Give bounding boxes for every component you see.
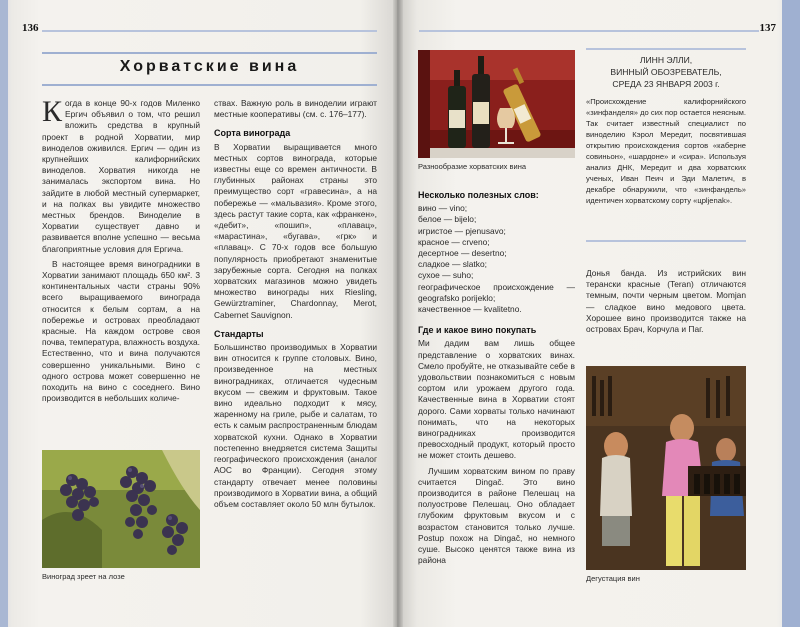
intro-text: огда в конце 90-х годов Миленко Ергич объявил о том, что решил вложить средства в крупный проект в родной Хорватии, мир виноделов оживился. Ергич — один из крупнейших калифорнийских виноделов. Хорватия никогда не занималась экспортом вина. Но зайдите в любой местный супермаркет, и на полках вы увидите множество местных брендов. Виноделие в Хорватии существует давно и развивается вполне успешно — весьма благоприятные условия для Ергича. [42, 98, 200, 254]
quote-box [586, 48, 746, 242]
where-to-buy-heading: Где и какое вино покупать [418, 325, 537, 336]
quote-author-role: ВИННЫЙ ОБОЗРЕВАТЕЛЬ, [610, 67, 722, 77]
word-item: географическое происхождение — geografsko porijeklo; [418, 281, 575, 303]
drop-cap: К [42, 95, 63, 128]
best-wines-paragraph: Лучшим хорватским вином по праву считается Dingač. Это вино производится в районе Пелешац на полуострове Пелешац. Оно обладает глубоким фруктовым вкусом и с возрастом становится только лучше. Postup похож на Dingač, но немного суше. Высоко ценятся также вина из района [418, 465, 575, 566]
left-page-number: 136 [22, 22, 39, 34]
quote-date: СРЕДА 23 ЯНВАРЯ 2003 г. [612, 79, 720, 89]
grapes-image [42, 450, 200, 568]
word-item: качественное — kvalitetno. [418, 304, 522, 315]
standards-heading: Стандарты [214, 328, 264, 339]
right-page-number: 137 [759, 22, 776, 34]
left-column-1 [42, 95, 200, 408]
vineyards-paragraph: В настоящее время виноградники в Хорватии занимают площадь 650 км². 3 континентальных части страны 90% всего выращиваемого винограда относится к белым сортам, а на побережье и островах преобладают красные. На каждом острове своя почва, температура, влажность воздуха. Естественно, что и вина получаются совершенно уникальными. Вино с одного острова может совершенно не походить на вино с соседнего. Вино производится в небольших количе- [42, 258, 200, 404]
word-item: белое — bijelo; [418, 214, 477, 225]
wine-tasting-image [586, 366, 746, 570]
wine-bottles-image [418, 50, 575, 158]
grape-varieties-heading: Сорта винограда [214, 128, 291, 139]
continuation-paragraph: ствах. Важную роль в виноделии играют местные кооперативы (см. с. 176–177). [214, 98, 377, 120]
wine-tasting-photo [586, 366, 746, 570]
where-to-buy-paragraph: Ми дадим вам лишь общее представление о хорватских винах. Смело пробуйте, не отказывайте себе в удовольствии познакомиться с новым сортом или урожаем другого года. Качественные вина в Хорватии стоят дорого. Сами хорваты только начинают понимать, что на некоторых виноградниках производится превосходный продукт, который просто не может стоить дешево. [418, 338, 575, 461]
book-gutter [393, 0, 403, 627]
word-item: десертное — desertno; [418, 248, 507, 259]
chapter-title-box [42, 52, 377, 86]
right-page-edge-band [782, 0, 800, 627]
standards-paragraph: Большинство производимых в Хорватии вин относится к группе столовых. Вино, произведенное на местных виноградниках, отличается чудесным вкусом — свежим и фруктовым. Такое вино идеально подходит к мясу, жаренному на гриле, рыбе и салатам, то есть к самым распространенным блюдам хорватской кухни. Однако в Хорватии постепенно внедряется система Защиты географического происхождения (аналог АОС во Франции). Сегодня этому стандарту отвечает менее половины производимого в Хорватии вина, а общий объем составляет около 50 млн бутылок. [214, 342, 377, 509]
grape-varieties-paragraph: В Хорватии выращивается много местных сортов винограда, которые известны еще со времен античности. В глубинных районах страны это преимущество сорт «гравесина», а на побережье — «мальвазия». Кроме этого, здесь растут такие сорта, как «франкен», «дебит», «пошип», «плавац», «марастина», «бугава», «грк» и «плавац». С 70-х годов все большую популярность приобретают знаменитые зарубежные сорта. Сегодня на полках хорватских магазинов можно увидеть множество винограды них Riesling, Gewürztraminer, Chardonnay, Merot, Cabernet Sauvignon. [214, 141, 377, 320]
intro-paragraph [42, 95, 200, 255]
useful-words-block [418, 188, 575, 571]
word-item: игристое — pjenusavo; [418, 225, 506, 236]
left-page [0, 0, 397, 627]
chapter-title: Хорватские вина [119, 58, 300, 75]
word-item: красное — crveno; [418, 236, 490, 247]
quote-text: «Происхождение калифорнийского «зинфанделя» до сих пор остается неясным. Так считает известный специалист по виноделию Кэрол Мередит, посвятившая открытию происхождения сортов «каберне совиньон», «шардоне» и «сира». Используя анализ ДНК, Мередит и два хорватских ученых, Иван Пеич и Эди Малетич, в декабре обнаружили, что «зинфандель» идентичен хорватскому сорту «црljenak». [586, 97, 746, 205]
top-rule-right [419, 30, 759, 32]
useful-words-heading: Несколько полезных слов: [418, 190, 539, 200]
grapes-caption: Виноград зреет на лозе [42, 572, 125, 581]
grapes-photo [42, 450, 200, 568]
word-item: сухое — suho; [418, 270, 474, 281]
word-item: вино — vino; [418, 203, 468, 214]
top-rule [42, 30, 377, 32]
tasting-caption: Дегустация вин [586, 574, 640, 583]
bottles-caption: Разнообразие хорватских вина [418, 162, 527, 171]
word-item: сладкое — slatko; [418, 259, 487, 270]
left-page-edge-band [0, 0, 8, 627]
quote-header [586, 54, 746, 90]
wine-bottles-photo [418, 50, 575, 158]
left-column-2 [214, 98, 377, 514]
quote-author: ЛИНН ЭЛЛИ, [639, 55, 693, 65]
donja-paragraph: Донья банда. Из истрийских вин терански красные (Teran) отличаются темным, почти черным цветом. Momjan — сладкое вино медового цвета. Хорошее вино производится также на островах Брач, Корчула и Паг. [586, 268, 746, 335]
